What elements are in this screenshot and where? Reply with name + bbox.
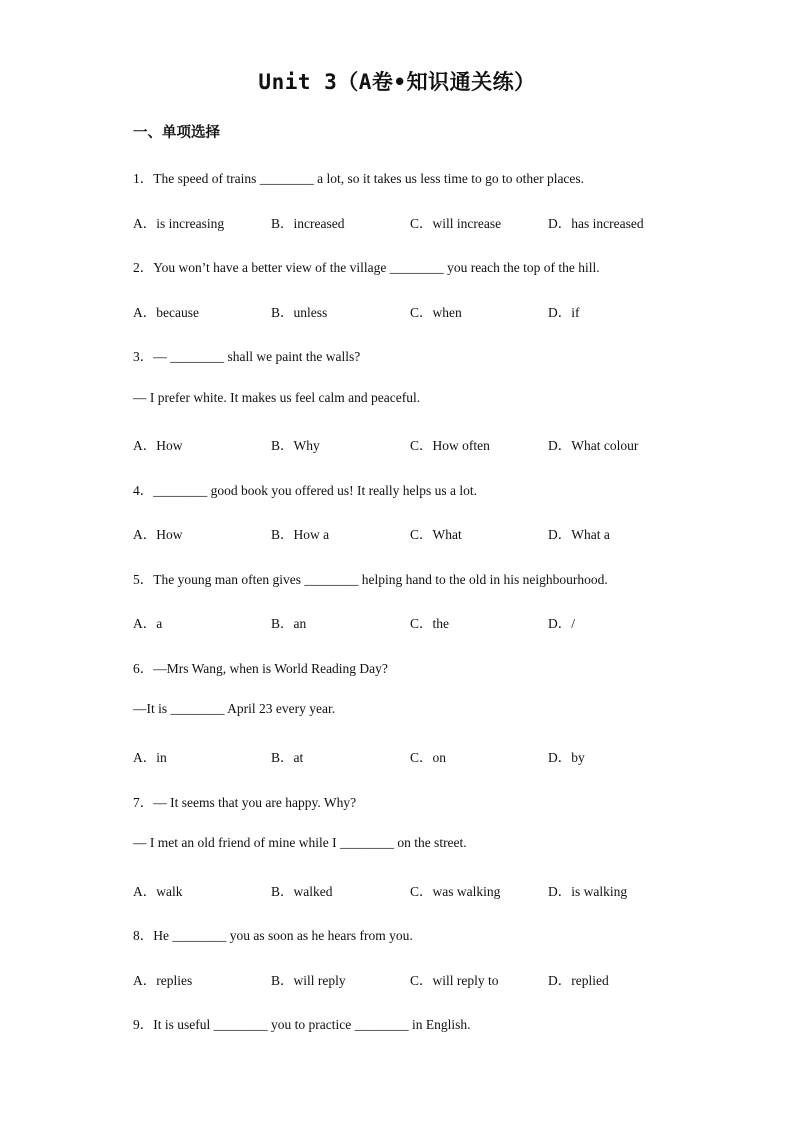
section-heading: 一、单项选择 bbox=[133, 125, 220, 141]
question-6-reply: —It is ________ April 23 every year. bbox=[133, 701, 336, 716]
option-a: A．because bbox=[133, 305, 199, 320]
option-a: A．in bbox=[133, 750, 167, 765]
option-c: C．How often bbox=[410, 438, 490, 453]
page-title: Unit 3（A卷•知识通关练） bbox=[258, 70, 536, 94]
option-b: B．unless bbox=[271, 305, 328, 320]
option-a: A．replies bbox=[133, 973, 193, 988]
question-1-text: 1．The speed of trains ________ a lot, so it takes us less time to go to other places. bbox=[133, 171, 585, 186]
question-7-reply: — I met an old friend of mine while I ________ on the street. bbox=[133, 835, 467, 850]
question-5-text: 5．The young man often gives ________ helping hand to the old in his neighbourhood. bbox=[133, 572, 608, 587]
option-c: C．will reply to bbox=[410, 973, 499, 988]
option-a: A．is increasing bbox=[133, 216, 225, 231]
option-b: B．will reply bbox=[271, 973, 346, 988]
option-b: B．Why bbox=[271, 438, 320, 453]
option-d: D．if bbox=[548, 305, 580, 320]
option-b: B．at bbox=[271, 750, 304, 765]
option-a: A．How bbox=[133, 527, 183, 542]
question-2-text: 2．You won’t have a better view of the village ________ you reach the top of the hill. bbox=[133, 260, 600, 275]
option-d: D．by bbox=[548, 750, 585, 765]
option-b: B．an bbox=[271, 616, 307, 631]
option-c: C．was walking bbox=[410, 884, 501, 899]
question-6-text: 6．—Mrs Wang, when is World Reading Day? bbox=[133, 661, 388, 676]
option-c: C．when bbox=[410, 305, 462, 320]
question-9-text: 9．It is useful ________ you to practice ________ in English. bbox=[133, 1017, 471, 1032]
option-c: C．will increase bbox=[410, 216, 502, 231]
question-3-reply: — I prefer white. It makes us feel calm and peaceful. bbox=[133, 390, 421, 405]
option-a: A．How bbox=[133, 438, 183, 453]
option-a: A．walk bbox=[133, 884, 183, 899]
option-d: D．replied bbox=[548, 973, 609, 988]
option-b: B．increased bbox=[271, 216, 345, 231]
question-8-text: 8．He ________ you as soon as he hears from you. bbox=[133, 928, 413, 943]
option-a: A．a bbox=[133, 616, 163, 631]
option-d: D．/ bbox=[548, 616, 575, 631]
question-7-text: 7．— It seems that you are happy. Why? bbox=[133, 795, 357, 810]
option-c: C．on bbox=[410, 750, 447, 765]
question-4-text: 4．________ good book you offered us! It really helps us a lot. bbox=[133, 483, 477, 498]
option-d: D．has increased bbox=[548, 216, 644, 231]
option-b: B．walked bbox=[271, 884, 333, 899]
option-d: D．What a bbox=[548, 527, 610, 542]
option-c: C．the bbox=[410, 616, 449, 631]
option-c: C．What bbox=[410, 527, 462, 542]
question-3-text: 3．— ________ shall we paint the walls? bbox=[133, 349, 361, 364]
option-b: B．How a bbox=[271, 527, 330, 542]
option-d: D．What colour bbox=[548, 438, 639, 453]
option-d: D．is walking bbox=[548, 884, 628, 899]
